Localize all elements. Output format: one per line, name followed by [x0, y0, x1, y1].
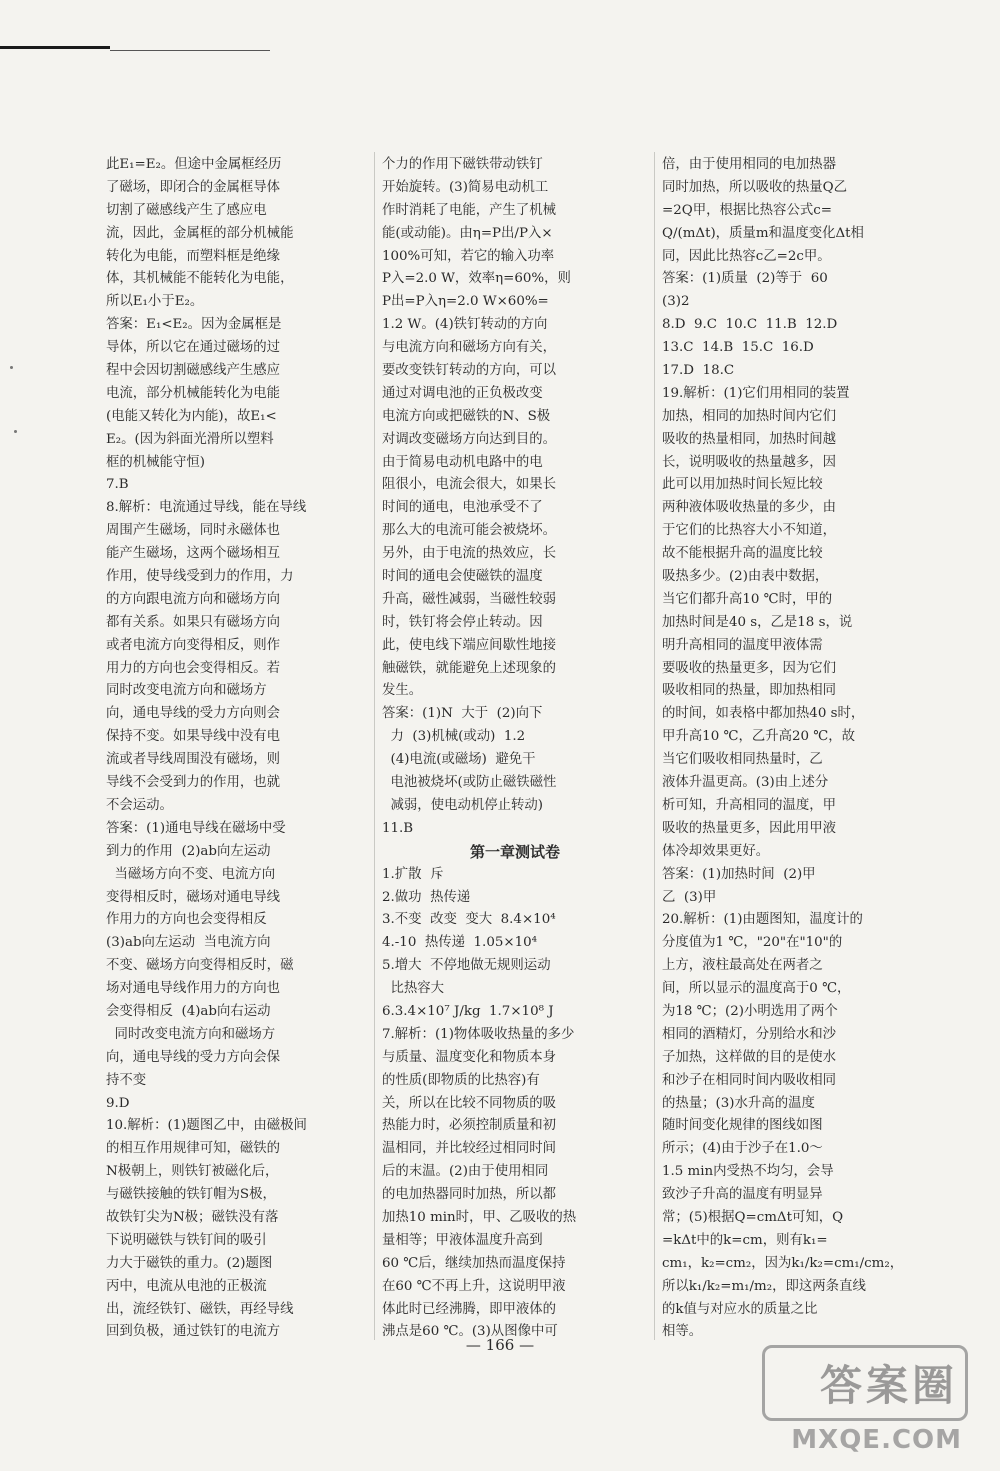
column-divider	[654, 152, 655, 1340]
text-line: 减弱，使电动机停止转动)	[382, 797, 544, 813]
text-line: 10.解析：(1)题图乙中，由磁极间	[106, 1118, 307, 1134]
text-line: 的k值与对应水的质量之比	[662, 1301, 818, 1317]
text-line: 9.D	[106, 1095, 130, 1111]
text-line: 沸点是60 ℃。(3)从图像中可	[382, 1324, 558, 1340]
text-line: 下说明磁铁与铁钉间的吸引	[106, 1232, 267, 1248]
watermark-text: 答案圈	[819, 1361, 958, 1410]
text-line: 开始旋转。(3)简易电动机工	[382, 179, 549, 195]
text-line: 时，铁钉将会停止转动。因	[382, 614, 543, 630]
text-line: 场对通电导线作用力的方向也	[106, 981, 281, 997]
text-line: 都有关系。如果只有磁场方向	[106, 614, 281, 630]
text-line: 不会运动。	[106, 797, 173, 813]
text-line: 分度值为1 ℃，"20"在"10"的	[662, 935, 843, 951]
text-line: 的相互作用规律可知，磁铁的	[106, 1141, 281, 1157]
text-line: 流或者导线周围没有磁场，则	[106, 752, 281, 768]
text-line: 对调改变磁场方向达到目的。	[382, 431, 557, 447]
text-line: 答案：E₁<E₂。因为金属框是	[106, 317, 282, 333]
text-line: 后的末温。(2)由于使用相同	[382, 1164, 549, 1180]
header-rule-thin	[110, 50, 270, 51]
text-line: =2Q甲，根据比热容公式c=	[662, 202, 832, 218]
column-divider	[374, 152, 375, 1340]
text-line: 发生。	[382, 683, 423, 699]
text-line: 程中会因切割磁感线产生感应	[106, 363, 281, 379]
text-line: 3.不变 改变 变大 8.4×10⁴	[382, 912, 556, 928]
scan-dot	[14, 430, 17, 433]
text-line: 倍，由于使用相同的电加热器	[662, 157, 837, 172]
text-line: 的性质(即物质的比热容)有	[382, 1072, 540, 1088]
text-line: 升高，磁性减弱，当磁性较弱	[382, 591, 557, 607]
text-line: 与质量、温度变化和物质本身	[382, 1049, 557, 1065]
text-line: 所以E₁小于E₂。	[106, 294, 204, 310]
text-line: 同时加热，所以吸收的热量Q乙	[662, 179, 848, 195]
text-line: 答案：(1)质量 (2)等于 60	[662, 271, 828, 287]
text-line: 体冷却效果更好。	[662, 843, 770, 859]
text-line: 所示；(4)由于沙子在1.0～	[662, 1141, 823, 1157]
text-line: 同时改变电流方向和磁场方	[106, 1026, 276, 1042]
text-line: 相同的酒精灯，分别给水和沙	[662, 1026, 837, 1042]
text-line: 此E₁=E₂。但途中金属框经历	[106, 157, 282, 172]
text-line: 7.B	[106, 477, 129, 493]
text-line: 那么大的电流可能会被烧坏。	[382, 523, 557, 539]
text-line: 同时改变电流方向和磁场方	[106, 683, 267, 699]
text-line: 所以k₁/k₂=m₁/m₂，即这两条直线	[662, 1278, 866, 1294]
text-line: 当磁场方向不变、电流方向	[106, 866, 276, 882]
text-line: P入=2.0 W，效率η=60%，则	[382, 271, 571, 287]
text-line: 乙 (3)甲	[662, 889, 717, 905]
text-line: 当它们都升高10 ℃时，甲的	[662, 591, 833, 607]
text-line: E₂。(因为斜面光滑所以塑料	[106, 431, 274, 447]
text-line: 导线不会受到力的作用，也就	[106, 775, 281, 791]
text-line: 另外，由于电流的热效应，长	[382, 546, 557, 562]
text-line: 阻很小，电流会很大，如果长	[382, 477, 557, 493]
text-line: 为18 ℃；(2)小明选用了两个	[662, 1003, 838, 1019]
text-line: 在60 ℃不再上升，这说明甲液	[382, 1278, 566, 1294]
text-line: 会变得相反 (4)ab向右运动	[106, 1003, 271, 1019]
text-line: 的电加热器同时加热，所以都	[382, 1187, 557, 1203]
text-line: 体此时已经沸腾，即甲液体的	[382, 1301, 557, 1317]
text-line: 子加热，这样做的目的是使水	[662, 1049, 837, 1065]
scan-dot	[10, 366, 13, 369]
text-line: 常；(5)根据Q=cmΔt可知，Q	[662, 1209, 844, 1225]
text-line: 能(或动能)。由η=P出/P入×	[382, 225, 553, 241]
text-line: 出，流经铁钉、磁铁，再经导线	[106, 1301, 294, 1317]
text-line: 20.解析：(1)由题图知，温度计的	[662, 912, 863, 928]
text-line: 加热，相同的加热时间内它们	[662, 408, 837, 424]
text-line: cm₁，k₂=cm₂，因为k₁/k₂=cm₁/cm₂，	[662, 1255, 904, 1271]
text-line: 电流，部分机械能转化为电能	[106, 385, 281, 401]
text-line: 要改变铁钉转动的方向，可以	[382, 363, 557, 379]
text-line: (4)电流(或磁场) 避免干	[382, 752, 536, 768]
text-line: 的时间，如表格中都加热40 s时，	[662, 706, 865, 722]
text-line: 温相同，并比较经过相同时间	[382, 1141, 557, 1157]
text-line: 17.D 18.C	[662, 363, 735, 379]
text-line: 相等。	[662, 1324, 703, 1340]
text-line: 故不能根据升高的温度比较	[662, 546, 823, 562]
text-line: 的方向跟电流方向和磁场方向	[106, 591, 281, 607]
text-line: 由于简易电动机电路中的电	[382, 454, 543, 470]
text-line: 答案：(1)通电导线在磁场中受	[106, 820, 286, 836]
text-line: 6.3.4×10⁷ J/kg 1.7×10⁸ J	[382, 1003, 554, 1019]
text-line: 两种液体吸收热量的多少，由	[662, 500, 837, 516]
text-line: 通过对调电池的正负极改变	[382, 385, 543, 401]
text-line: 1.2 W。(4)铁钉转动的方向	[382, 317, 548, 333]
text-line: 持不变	[106, 1072, 147, 1088]
text-line: 60 ℃后，继续加热而温度保持	[382, 1255, 566, 1271]
text-line: =kΔt中的k=cm，则有k₁=	[662, 1232, 828, 1248]
text-line: 保持不变。如果导线中没有电	[106, 729, 281, 745]
text-line: 此可以用加热时间长短比较	[662, 477, 823, 493]
text-line: 不变、磁场方向变得相反时，磁	[106, 958, 294, 974]
text-line: 转化为电能，而塑料框是绝缘	[106, 248, 281, 264]
text-line: 的热量；(3)水升高的温度	[662, 1095, 815, 1111]
text-line: 加热时间是40 s，乙是18 s，说	[662, 614, 853, 630]
text-line: 19.解析：(1)它们用相同的装置	[662, 385, 850, 401]
text-line: 电流方向或把磁铁的N、S极	[382, 408, 551, 424]
text-line: 量相等；甲液体温度升高到	[382, 1232, 543, 1248]
answer-column-3	[662, 154, 924, 1341]
section-heading: 第一章测试卷	[469, 842, 560, 861]
text-line: 间，所以显示的温度高于0 ℃，	[662, 981, 851, 997]
text-line: 热能力时，必须控制质量和初	[382, 1118, 557, 1134]
text-line: 框的机械能守恒)	[106, 454, 205, 470]
text-line: N极朝上，则铁钉被磁化后，	[106, 1164, 279, 1180]
text-line: 与磁铁接触的铁钉帽为S极，	[106, 1187, 276, 1203]
text-line: 吸收相同的热量，即加热相同	[662, 683, 837, 699]
text-line: 电池被烧坏(或防止磁铁磁性	[382, 775, 557, 791]
text-line: 个力的作用下磁铁带动铁钉	[382, 157, 543, 172]
watermark-logo	[768, 1345, 968, 1455]
text-line: 同，因此比热容c乙=2c甲。	[662, 248, 831, 264]
text-line: 与电流方向和磁场方向有关，	[382, 340, 557, 356]
text-line: 析可知，升高相同的温度，甲	[662, 797, 837, 813]
text-line: 向，通电导线的受力方向则会	[106, 706, 281, 722]
text-line: 周围产生磁场，同时永磁体也	[106, 523, 281, 539]
answer-column-2	[382, 154, 648, 1341]
text-line: 触磁铁，就能避免上述现象的	[382, 660, 557, 676]
text-line: 了磁场，即闭合的金属框导体	[106, 179, 281, 195]
answer-column-1	[106, 154, 368, 1341]
text-line: 丙中，电流从电池的正极流	[106, 1278, 267, 1294]
text-line: 此，使电线下端应间歇性地接	[382, 637, 557, 653]
text-line: 13.C 14.B 15.C 16.D	[662, 340, 814, 356]
text-line: 液体升温更高。(3)由上述分	[662, 775, 829, 791]
text-line: 长，说明吸收的热量越多，因	[662, 454, 837, 470]
text-line: 时间的通电会使磁铁的温度	[382, 569, 543, 585]
text-line: 变得相反时，磁场对通电导线	[106, 889, 281, 905]
watermark-url: MXQE.COM	[791, 1425, 962, 1455]
text-line: 故铁钉尖为N极；磁铁没有落	[106, 1209, 279, 1225]
text-line: 向，通电导线的受力方向会保	[106, 1049, 281, 1065]
text-line: 上方，液柱最高处在两者之	[662, 958, 823, 974]
text-line: 2.做功 热传递	[382, 889, 471, 905]
text-line: 致沙子升高的温度有明显异	[662, 1187, 823, 1203]
text-line: 当它们吸收相同热量时，乙	[662, 752, 823, 768]
text-line: 回到负极，通过铁钉的电流方	[106, 1324, 281, 1340]
text-line: 作用力的方向也会变得相反	[106, 912, 267, 928]
text-line: 时间的通电，电池承受不了	[382, 500, 543, 516]
text-line: 1.扩散 斥	[382, 866, 444, 882]
text-line: 明升高相同的温度甲液体需	[662, 637, 823, 653]
text-line: 4.-10 热传递 1.05×10⁴	[382, 935, 537, 951]
text-line: 或者电流方向变得相反，则作	[106, 637, 281, 653]
text-line: 切割了磁感线产生了感应电	[106, 202, 267, 218]
text-line: 关，所以在比较不同物质的吸	[382, 1095, 557, 1111]
text-line: 和沙子在相同时间内吸收相同	[662, 1072, 837, 1088]
text-line: 于它们的比热容大小不知道，	[662, 523, 837, 539]
text-line: P出=P入η=2.0 W×60%=	[382, 294, 549, 310]
text-line: 要吸收的热量更多，因为它们	[662, 660, 837, 676]
text-line: (电能又转化为内能)，故E₁<	[106, 408, 277, 424]
text-line: (3)2	[662, 294, 690, 310]
text-line: 作时消耗了电能，产生了机械	[382, 202, 557, 218]
text-line: 随时间变化规律的图线如图	[662, 1118, 823, 1134]
text-line: 体，其机械能不能转化为电能，	[106, 271, 294, 287]
text-line: 100%可知，若它的输入功率	[382, 248, 555, 264]
text-line: 答案：(1)N 大于 (2)向下	[382, 706, 543, 722]
text-line: 甲升高10 ℃，乙升高20 ℃，故	[662, 729, 856, 745]
text-line: 8.解析：电流通过导线，能在导线	[106, 500, 307, 516]
text-line: Q/(mΔt)，质量m和温度变化Δt相	[662, 225, 864, 241]
text-line: 力 (3)机械(或动) 1.2	[382, 729, 526, 745]
text-line: 到力的作用 (2)ab向左运动	[106, 843, 271, 859]
text-line: 流，因此，金属框的部分机械能	[106, 225, 294, 241]
page-number: — 166 —	[465, 1336, 535, 1354]
text-line: 加热10 min时，甲、乙吸收的热	[382, 1209, 577, 1225]
text-line: 能产生磁场，这两个磁场相互	[106, 546, 281, 562]
text-line: 导体，所以它在通过磁场的过	[106, 340, 281, 356]
text-line: 8.D 9.C 10.C 11.B 12.D	[662, 317, 838, 333]
text-line: 7.解析：(1)物体吸收热量的多少	[382, 1026, 575, 1042]
text-line: 1.5 min内受热不均匀，会导	[662, 1164, 834, 1180]
text-line: 11.B	[382, 820, 414, 836]
text-line: 吸热多少。(2)由表中数据，	[662, 569, 829, 585]
text-line: 答案：(1)加热时间 (2)甲	[662, 866, 816, 882]
text-line: 作用，使导线受到力的作用，力	[106, 569, 294, 585]
text-line: 用力的方向也会变得相反。若	[106, 660, 281, 676]
text-line: 5.增大 不停地做无规则运动	[382, 958, 551, 974]
text-line: (3)ab向左运动 当电流方向	[106, 935, 271, 951]
text-line: 吸收的热量相同，加热时间越	[662, 431, 837, 447]
text-line: 力大于磁铁的重力。(2)题图	[106, 1255, 273, 1271]
text-line: 比热容大	[382, 981, 445, 997]
header-rule	[0, 46, 110, 49]
text-line: 吸收的热量更多，因此用甲液	[662, 820, 837, 836]
